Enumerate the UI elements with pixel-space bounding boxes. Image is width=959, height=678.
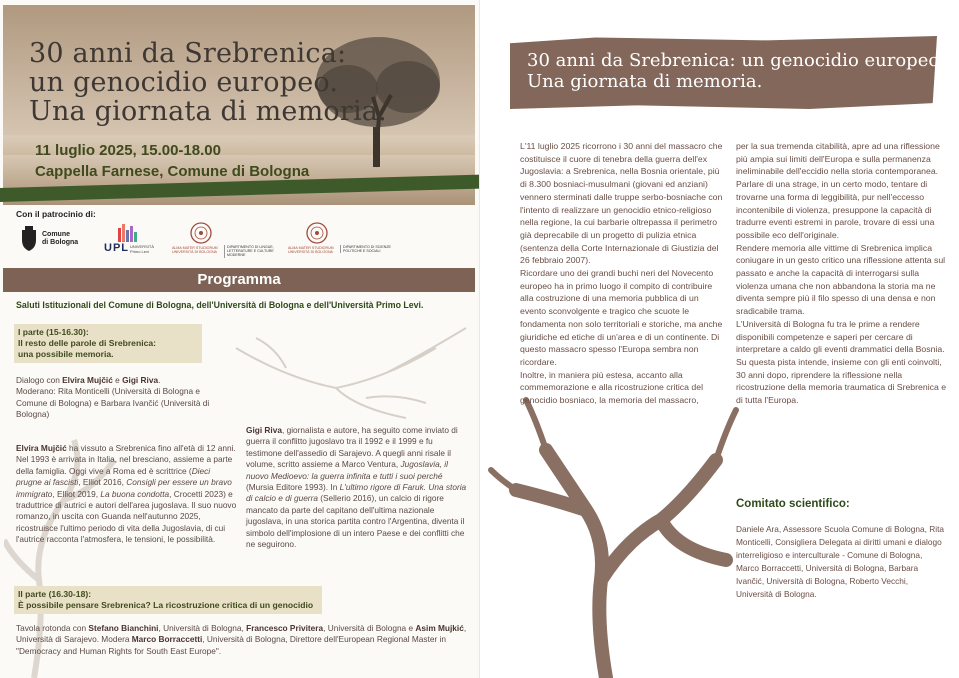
unibo1-name: ALMA MATER STUDIORUM UNIVERSITÀ DI BOLOGNA <box>172 246 218 255</box>
unibo2-dept: DIPARTIMENTO DI SCIENZE POLITICHE E SOCIALI <box>340 245 393 253</box>
upl-small-text: UNIVERSITÀ Primo Levi <box>130 244 155 254</box>
right-column-2: per la sua tremenda citabilità, apre ad una riflessione più ampia sui limiti dell'Europa e sulla permanenza ineliminabile dell'eccidio nella storia contemporanea. Parlare di una strage, in un certo modo, tentare di trovarne una forma di leggibilità, pur nell'eccesso incontenibile di violenza, presuppone la capacità di tradurre eventi estremi in parole, trovare di essi una possibile eco dell'originale. Rendere memoria alle vittime di Srebrenica implica coniugare in un gesto critico una riflessione attenta sul passato e anche la capacità di interrogarsi sulla violenza umana che non abbandona la storia ma ne diventa sempre più il filo spesso di una densa e non sradicabile trama. L'Università di Bologna fu tra le prime a rendere disponibili competenze e saperi per cercare di interpretare a caldo gli eventi drammatici della Bosnia. Su questa pista intende, insieme con gli enti coinvolti, 30 anni dopo, riprendere la riflessione nella ricostruzione della memoria traumatica di Srebrenica e di tutta l'Europa. <box>736 141 947 406</box>
part1-heading-line-3: una possibile memoria. <box>18 349 114 359</box>
hero-title <box>29 39 387 126</box>
unibo-lingue-logo <box>172 222 282 258</box>
right-title <box>527 50 945 92</box>
greetings-line: Saluti Istituzionali del Comune di Bologna, dell'Università di Bologna e dell'Università Primo Levi. <box>16 300 424 310</box>
comune-logo <box>20 226 78 252</box>
logos-row <box>16 222 456 262</box>
right-column-1: L'11 luglio 2025 ricorrono i 30 anni del massacro che costituisce il cuore di tenebra della guerra dell'ex Jugoslavia: a Srebrenica, nella Bosnia orientale, più di 8.300 bosniaci-musulmani (giovani ed anziani) vennero sterminati dalle truppe serbo-bosniache con l'intento di realizzare un genocidio etnico-religioso nella regione, la cui barbarie oltrepassa il perimetro già deprecabile di un progetto di pulizia etnica (sentenza della Corte Internazionale di Giustizia del 26 febbraio 2007). Ricordare uno dei grandi buchi neri del Novecento europeo ha in primo luogo il compito di contribuire alla costruzione di una memoria pubblica di un evento sconvolgente e tragico che scuote le fondamenta non solo territoriali e storiche, ma anche giuridiche ed etiche di un'area e di un continente. Di questo massacro spesso l'Europa sembra non ricordare. Inoltre, in maniera più estesa, accanto alla commemorazione e alla ricostruzione critica del genocidio bosniaco, la memoria del massacro, <box>520 141 723 406</box>
upl-wordmark: UPL <box>104 242 129 254</box>
unibo2-name: ALMA MATER STUDIORUM UNIVERSITÀ DI BOLOGNA <box>288 246 334 255</box>
part2-heading-line-1: II parte (16.30-18): <box>18 589 92 599</box>
branch-illustration <box>226 318 476 438</box>
patronage-label: Con il patrocinio di: <box>16 209 96 219</box>
elvira-bio: Elvira Mujčić ha vissuto a Srebrenica fino all'età di 12 anni. Nel 1993 è arrivata in Italia, nel bresciano, assieme a parte della famiglia. Oggi vive a Roma ed è scrittrice (Dieci prugne ai fascisti, Elliot 2016, Consigli per essere un bravo immigrato, Elliot 2019, La buona condotta, Crocetti 2023) e traduttrice di autrici e autori dell'area jugoslava. Il suo nuovo romanzo, in uscita con Guanda nell'autunno 2025, ricostruisce l'ultimo periodo di vita della Jugoslavia, di cui l'autrice racconta l'atmosfera, le tensioni, le possibilità. <box>16 443 237 545</box>
comune-line-1: Comune <box>42 231 70 238</box>
gigi-bio: Gigi Riva, giornalista e autore, ha seguito come inviato di guerra il conflitto jugoslavo tra il 1992 e il 1999 e fu testimone dell'assedio di Sarajevo. A quegli anni risale il volume, scritto assieme a Marco Ventura, Jugoslavia, il nuovo Medioevo: la guerra infinita e tutti i suoi perché (Mursia Editore 1993). In L'ultimo rigore di Faruk. Una storia di calcio e di guerra (Sellerio 2016), un calcio di rigore mancato da parte del capitano dell'ultima nazionale jugoslava, in una storica partita contro l'Argentina, diventa il simbolo dell'implosione di un intero Paese e dei conflitti che ne seguirono. <box>246 425 467 550</box>
comune-line-2: di Bologna <box>42 239 79 246</box>
part2-heading <box>14 586 322 614</box>
event-date: 11 luglio 2025, 15.00-18.00 <box>35 142 221 159</box>
unibo1-dept: DIPARTIMENTO DI LINGUE, LETTERATURE E CULTURE MODERNE <box>224 245 277 258</box>
part2-heading-line-2: È possibile pensare Srebrenica? La ricostruzione critica di un genocidio <box>18 600 314 610</box>
programma-heading: Programma <box>3 268 475 292</box>
part1-heading-line-2: Il resto delle parole di Srebrenica: <box>18 338 157 348</box>
hero-banner <box>3 5 475 205</box>
unibo-seal-icon <box>190 222 212 244</box>
event-place: Cappella Farnese, Comune di Bologna <box>35 163 310 180</box>
comitato-list: Daniele Ara, Assessore Scuola Comune di Bologna, Rita Monticelli, Consigliera Delegata ai diritti umani e dialogo interreligioso e interculturale - Comune di Bologna, Marco Borraccetti, Università di Bologna, Barbara Ivančić, Università di Bologna, Roberto Vecchi, Università di Bologna. <box>736 524 945 600</box>
hero-title-line-1: 30 anni da Srebrenica: <box>29 38 347 69</box>
right-title-line-2: Una giornata di memoria. <box>527 71 763 92</box>
upl-logo <box>104 224 155 254</box>
unibo-seal-icon <box>306 222 328 244</box>
hero-title-line-3: Una giornata di memoria. <box>29 96 387 127</box>
upl-skyline-icon <box>104 224 150 242</box>
part1-heading <box>14 324 202 363</box>
hero-title-line-2: un genocidio europeo. <box>29 67 339 98</box>
unibo-scienze-logo <box>288 222 398 258</box>
comune-crest-icon <box>20 226 38 252</box>
comitato-heading: Comitato scientifico: <box>736 498 850 510</box>
part1-heading-line-1: I parte (15-16.30): <box>18 327 89 337</box>
right-title-line-1: 30 anni da Srebrenica: un genocidio europeo. <box>527 50 945 71</box>
part1-moderation: Dialogo con Elvira Mujčić e Gigi Riva. Moderano: Rita Monticelli (Università di Bologna e Comune di Bologna) e Barbara Ivančić (Università di Bologna) <box>16 375 210 420</box>
part2-description: Tavola rotonda con Stefano Bianchini, Università di Bologna, Francesco Privitera, Università di Bologna e Asim Mujkić, Università di Sarajevo. Modera Marco Borraccetti, Università di Bologna, Direttore dell'European Regional Master in "Democracy and Human Rights for South East Europe". <box>16 623 467 656</box>
